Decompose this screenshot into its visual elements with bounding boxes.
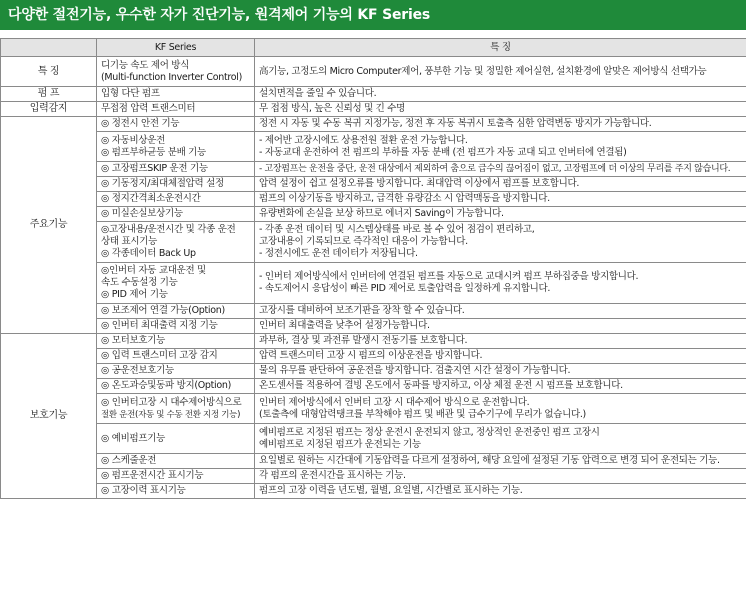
feature-line: (토출측에 대형압력탱크를 부착해야 펌프 및 배관 및 급수기구에 무리가 없습니다.): [259, 408, 586, 420]
feature-cell: [255, 379, 746, 394]
table-row: [1, 484, 746, 499]
function-cell: [97, 263, 255, 304]
feature-cell: [255, 484, 746, 499]
function-line: 속도 수동설정 기능: [101, 277, 178, 288]
table-row: [1, 349, 746, 364]
feature-line: 高기능, 고정도의 Micro Computer제어, 풍부한 기능 및 정밀한 제어실현, 설치환경에 알맞은 제어방식 선택가능: [259, 65, 707, 77]
category-cell: 보호기능: [1, 334, 97, 499]
feature-line: 고장시를 대비하여 보조기판을 장착 할 수 있습니다.: [259, 305, 465, 316]
function-cell: [97, 162, 255, 177]
feature-cell: [255, 57, 746, 87]
function-line: ◎ 정지간격최소운전시간: [101, 193, 201, 204]
function-line: ◎ 예비펌프기능: [101, 432, 165, 444]
function-cell: [97, 87, 255, 102]
feature-line: - 인버터 제어방식에서 인버터에 연결된 펌프를 자동으로 교대시켜 펌프 부하집중을 방지합니다.: [259, 271, 639, 282]
function-cell: [97, 364, 255, 379]
feature-cell: [255, 364, 746, 379]
table-row: [1, 424, 746, 454]
table-row: [1, 207, 746, 222]
function-line: ◎인버터 자동 교대운전 및: [101, 265, 206, 276]
function-line: ◎ 기동정지/최대체절압력 설정: [101, 178, 224, 189]
feature-cell: [255, 424, 746, 454]
table-row: [1, 87, 746, 102]
feature-cell: [255, 177, 746, 192]
table-header-row: [1, 39, 746, 57]
feature-line: 설치면적을 줄일 수 있습니다.: [259, 88, 377, 99]
function-line: ◎ 자동비상운전: [101, 134, 165, 146]
function-cell: [97, 207, 255, 222]
function-cell: [97, 394, 255, 424]
function-cell: [97, 319, 255, 334]
function-cell: [97, 222, 255, 263]
feature-cell: [255, 394, 746, 424]
table-row: [1, 57, 746, 87]
feature-cell: [255, 102, 746, 117]
feature-line: - 정전시에도 운전 데이터가 저장됩니다.: [259, 248, 418, 259]
feature-line: 유량변화에 손실을 보상 하므로 에너지 Saving이 가능합니다.: [259, 208, 504, 219]
feature-cell: [255, 222, 746, 263]
table-row: [1, 117, 746, 132]
feature-line: 물의 유무를 판단하여 공운전을 방지합니다. 검출지연 시간 설정이 가능합니다.: [259, 365, 571, 376]
function-line: 상태 표시기능: [101, 236, 157, 247]
function-line: ◎ 온도과승및동파 방지(Option): [101, 380, 232, 391]
table-row: [1, 222, 746, 263]
function-line: ◎ 스케줄운전: [101, 455, 157, 466]
table-row: [1, 192, 746, 207]
feature-line: 예비펌프로 지정된 펌프는 정상 운전시 운전되지 않고, 정상적인 운전중인 펌프 고장시: [259, 426, 600, 438]
feature-line: - 자동교대 운전하여 전 펌프의 부하를 자동 분배 (전 펌프가 자동 교대 되고 인버터에 연결됨): [259, 146, 627, 158]
function-cell: [97, 177, 255, 192]
feature-line: 정전 시 자동 및 수동 복귀 지정가능, 정전 후 자동 복귀시 토출측 심한 압력변동 방지가 가능합니다.: [259, 118, 652, 129]
feature-cell: [255, 117, 746, 132]
function-line: 무접점 압력 트랜스미터: [101, 103, 196, 114]
feature-line: 인버터 최대출력을 낮추어 설정가능합니다.: [259, 320, 430, 331]
table-row: [1, 102, 746, 117]
table-row: [1, 394, 746, 424]
function-line: ◎ 펌프운전시간 표시기능: [101, 470, 204, 481]
function-line: ◎ 보조제어 연결 가능(Option): [101, 305, 225, 316]
feature-line: 각 펌프의 운전시간을 표시하는 기능.: [259, 470, 406, 481]
function-cell: [97, 484, 255, 499]
category-cell: 특 징: [1, 57, 97, 87]
function-line: (Multi-function Inverter Control): [101, 71, 243, 83]
feature-line: - 각종 운전 데이터 및 시스템상태를 바로 볼 수 있어 점검이 편리하고,: [259, 224, 535, 235]
table-row: [1, 177, 746, 192]
feature-cell: [255, 349, 746, 364]
function-line: ◎ 입력 트랜스미터 고장 감지: [101, 350, 218, 361]
table-row: [1, 319, 746, 334]
function-line: ◎ PID 제어 기능: [101, 289, 168, 300]
function-cell: [97, 192, 255, 207]
function-line: ◎ 고장이력 표시기능: [101, 485, 186, 496]
function-cell: [97, 349, 255, 364]
table-row: [1, 454, 746, 469]
feature-cell: [255, 454, 746, 469]
function-line: ◎ 각종데이터 Back Up: [101, 248, 196, 259]
table-row: [1, 469, 746, 484]
feature-line: 과부하, 결상 및 과전류 발생시 전동기를 보호합니다.: [259, 335, 468, 346]
feature-line: 펌프의 이상기동을 방지하고, 급격한 유량감소 시 압력맥동을 방지합니다.: [259, 193, 550, 204]
feature-cell: [255, 469, 746, 484]
feature-line: 압력 트랜스미터 고장 시 펌프의 이상운전을 방지합니다.: [259, 350, 483, 361]
function-line: ◎ 공운전보호기능: [101, 365, 174, 376]
feature-cell: [255, 207, 746, 222]
table-row: [1, 364, 746, 379]
function-line: 절환 운전(자동 및 수동 전환 지정 기능): [101, 409, 241, 420]
feature-line: 펌프의 고장 이력을 년도별, 월별, 요일별, 시간별로 표시하는 기능.: [259, 485, 523, 496]
feature-line: 압력 설정이 쉽고 설정오류를 방지합니다. 최대압력 이상에서 펌프를 보호합니다.: [259, 178, 580, 189]
function-cell: [97, 304, 255, 319]
feature-line: 인버터 제어방식에서 인버터 고장 시 대수제어 방식으로 운전합니다.: [259, 396, 530, 408]
function-line: 디기능 속도 제어 방식: [101, 59, 190, 71]
function-line: ◎고장내용/운전시간 및 각종 운전: [101, 224, 236, 235]
table-row: [1, 334, 746, 349]
function-cell: [97, 57, 255, 87]
page-title-banner: 다양한 절전기능, 우수한 자가 진단기능, 원격제어 기능의 KF Series: [0, 0, 746, 30]
function-cell: [97, 469, 255, 484]
header-feature: 특 징: [255, 39, 746, 57]
function-line: ◎ 인버터 최대출력 지정 기능: [101, 320, 218, 331]
header-function: KF Series: [97, 39, 255, 57]
function-line: ◎ 모터보호기능: [101, 335, 165, 346]
feature-line: - 속도제어시 응답성이 빠른 PID 제어로 토출압력을 일정하게 유지합니다.: [259, 283, 551, 294]
feature-line: 요일별로 원하는 시간대에 기동압력을 다르게 설정하여, 해당 요일에 설정된 기동 압력으로 변경 되어 운전되는 기능.: [259, 455, 720, 466]
category-cell: 펌 프: [1, 87, 97, 102]
feature-line: 고장내용이 기록되므로 즉각적인 대응이 가능합니다.: [259, 236, 468, 247]
function-line: ◎ 정전시 안전 기능: [101, 118, 180, 129]
function-cell: [97, 117, 255, 132]
function-cell: [97, 454, 255, 469]
feature-line: - 고장펌프는 운전을 중단, 운전 대상에서 제외하여 춤으로 급수의 끊어짐이 없고, 고장펌프에 더 이상의 무리를 주지 않습니다.: [259, 164, 731, 174]
function-line: ◎ 고장펌프SKIP 운전 기능: [101, 163, 208, 174]
function-cell: [97, 424, 255, 454]
function-cell: [97, 334, 255, 349]
spec-table: [0, 38, 746, 499]
function-cell: [97, 102, 255, 117]
table-row: [1, 379, 746, 394]
function-line: ◎ 인버터고장 시 대수제어방식으로: [101, 396, 242, 408]
function-cell: [97, 379, 255, 394]
feature-cell: [255, 192, 746, 207]
category-cell: 주요기능: [1, 117, 97, 334]
feature-cell: [255, 132, 746, 162]
function-line: ◎ 미실손실보상기능: [101, 208, 183, 219]
feature-cell: [255, 87, 746, 102]
feature-cell: [255, 319, 746, 334]
feature-line: 무 접점 방식, 높은 신뢰성 및 긴 수명: [259, 103, 406, 114]
feature-line: - 제어반 고장시에도 상용전원 절환 운전 가능합니다.: [259, 134, 468, 146]
feature-cell: [255, 304, 746, 319]
header-category: [1, 39, 97, 57]
table-row: [1, 304, 746, 319]
function-line: ◎ 펌프부하균등 분배 기능: [101, 146, 206, 158]
category-cell: 입력감지: [1, 102, 97, 117]
table-row: [1, 162, 746, 177]
table-row: [1, 263, 746, 304]
function-cell: [97, 132, 255, 162]
feature-cell: [255, 162, 746, 177]
function-line: 입형 다단 펌프: [101, 88, 160, 99]
feature-line: 온도센서를 적용하여 결빙 온도에서 동파를 방지하고, 이상 체절 운전 시 펌프를 보호합니다.: [259, 380, 623, 391]
table-row: [1, 132, 746, 162]
feature-cell: [255, 263, 746, 304]
feature-line: 예비펌프로 지정된 펌프가 운전되는 기능: [259, 438, 421, 450]
feature-cell: [255, 334, 746, 349]
